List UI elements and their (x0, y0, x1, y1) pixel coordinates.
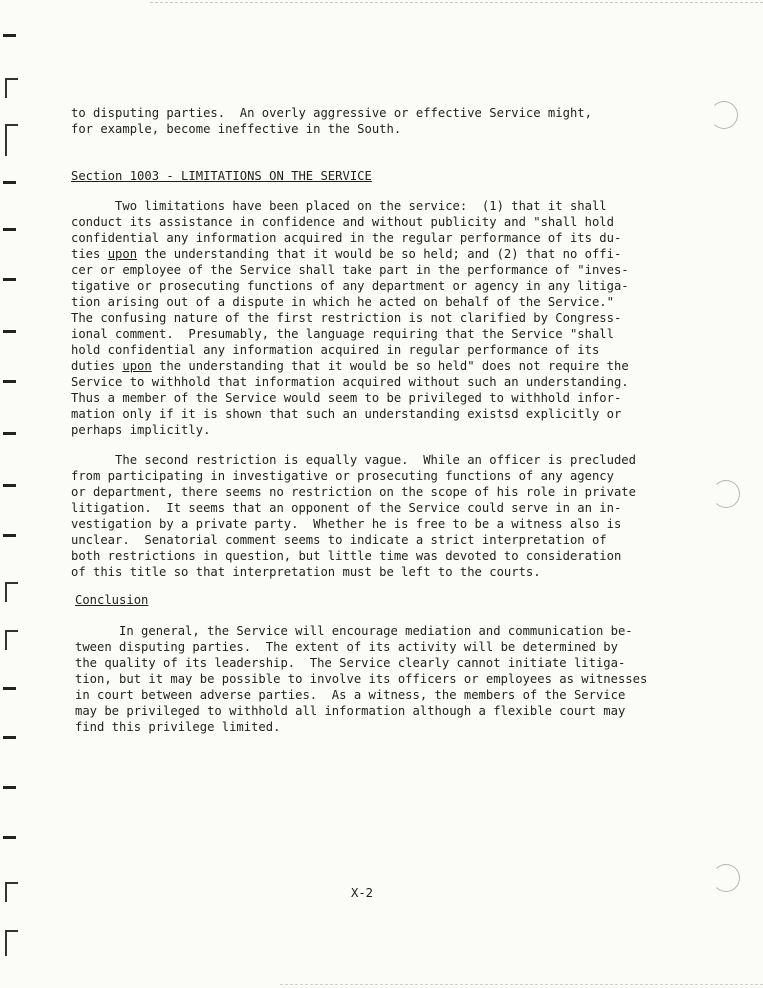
binder-mark (3, 34, 16, 37)
paragraph-line: or department, there seems no restriction on the scope of his role in private (71, 485, 636, 499)
punch-hole-icon (710, 101, 738, 129)
paragraph-line: perhaps implicitly. (71, 423, 211, 437)
emphasized-word: upon (107, 247, 138, 261)
section-heading: Section 1003 - LIMITATIONS ON THE SERVICE (71, 169, 372, 183)
binder-bracket (5, 582, 18, 602)
paragraph-line: tigative or prosecuting functions of any department or agency in any litiga- (71, 279, 629, 293)
binder-mark (3, 181, 16, 184)
binder-mark (3, 836, 16, 839)
emphasized-word: upon (122, 359, 152, 373)
conclusion-line: tion, but it may be possible to involve its officers or employees as witnesses (75, 672, 648, 686)
paragraph-line: from participating in investigative or prosecuting functions of any agency (71, 469, 614, 483)
paragraph-line: Two limitations have been placed on the service: (1) that it shall (71, 199, 607, 213)
line-segment: the understanding that it would be so held" does not require the (151, 359, 629, 373)
punch-hole-icon (712, 480, 740, 508)
paragraph-line: both restrictions in question, but little time was devoted to consideration (71, 549, 622, 563)
binder-bracket (5, 78, 18, 98)
page-number: X-2 (351, 886, 374, 900)
line-segment: duties (71, 359, 123, 373)
paragraph-line (71, 247, 671, 263)
conclusion-line: may be privileged to withhold all information although a flexible court may (75, 704, 626, 718)
punch-hole-icon (712, 864, 740, 892)
paragraph-line: unclear. Senatorial comment seems to indicate a strict interpretation of (71, 533, 607, 547)
paragraph-line: litigation. It seems that an opponent of the Service could serve in an in- (71, 501, 622, 515)
binder-mark (3, 484, 16, 487)
page-top-edge (150, 2, 763, 3)
binder-mark (3, 786, 16, 789)
paragraph-line: The second restriction is equally vague. While an officer is precluded (71, 453, 636, 467)
binder-mark (3, 534, 16, 537)
paragraph-line: tion arising out of a dispute in which he acted on behalf of the Service." (71, 295, 614, 309)
paragraph-line (71, 359, 671, 375)
binder-mark (3, 228, 16, 231)
conclusion-line: tween disputing parties. The extent of its activity will be determined by (75, 640, 618, 654)
paragraph-line: Service to withhold that information acquired without such an understanding. (71, 375, 629, 389)
binder-bracket (5, 630, 18, 650)
paragraph-line: of this title so that interpretation must be left to the courts. (71, 565, 541, 579)
binder-mark (3, 687, 16, 690)
paragraph-line: conduct its assistance in confidence and without publicity and "shall hold (71, 215, 614, 229)
conclusion-line: In general, the Service will encourage mediation and communication be- (75, 624, 633, 638)
paragraph-line: confidential any information acquired in the regular performance of its du- (71, 231, 622, 245)
paragraph-line: cer or employee of the Service shall take part in the performance of "inves- (71, 263, 629, 277)
conclusion-line: in court between adverse parties. As a witness, the members of the Service (75, 688, 626, 702)
binder-bracket (5, 930, 18, 956)
binder-bracket (5, 882, 18, 902)
line-segment: the understanding that it would be so held; and (2) that no offi- (137, 247, 622, 261)
line-segment: ties (71, 247, 108, 261)
paragraph-line: ional comment. Presumably, the language requiring that the Service "shall (71, 327, 614, 341)
conclusion-heading: Conclusion (75, 593, 149, 607)
paragraph-line: hold confidential any information acquired in regular performance of its (71, 343, 600, 357)
binder-mark (3, 432, 16, 435)
paragraph-line: mation only if it is shown that such an understanding existsd explicitly or (71, 407, 622, 421)
page-bottom-edge (280, 984, 763, 985)
binder-mark (3, 278, 16, 281)
conclusion-line: the quality of its leadership. The Service clearly cannot initiate litiga- (75, 656, 626, 670)
binder-mark (3, 380, 16, 383)
conclusion-line: find this privilege limited. (75, 720, 281, 734)
paragraph-line: The confusing nature of the first restriction is not clarified by Congress- (71, 311, 622, 325)
binder-bracket (5, 124, 18, 156)
paragraph-line: vestigation by a private party. Whether he is free to be a witness also is (71, 517, 622, 531)
binder-mark (3, 736, 16, 739)
paragraph-line: Thus a member of the Service would seem to be privileged to withhold infor- (71, 391, 622, 405)
intro-line: to disputing parties. An overly aggressive or effective Service might, (71, 106, 592, 120)
binder-mark (3, 330, 16, 333)
intro-line: for example, become ineffective in the South. (71, 122, 402, 136)
